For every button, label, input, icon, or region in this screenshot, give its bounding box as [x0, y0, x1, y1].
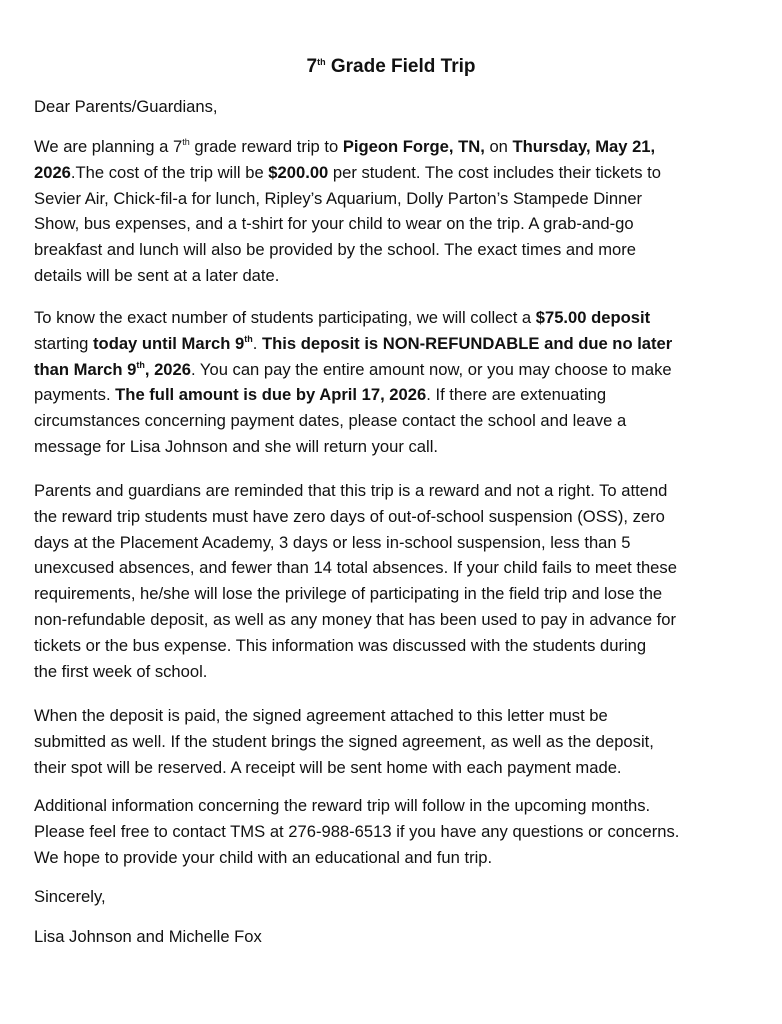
text-line: the first week of school.	[34, 661, 208, 681]
signature: Lisa Johnson and Michelle Fox	[34, 927, 262, 946]
text-line: their spot will be reserved. A receipt will be sent home with each payment made.	[34, 757, 622, 777]
page-title: 7th Grade Field Trip	[306, 56, 476, 77]
paragraph-agreement	[34, 703, 756, 780]
text-line: requirements, he/she will lose the privilege of participating in the field trip and lose the	[34, 584, 663, 604]
salutation: Dear Parents/Guardians,	[34, 97, 218, 116]
paragraph-eligibility	[34, 478, 756, 684]
text-line: Additional information concerning the reward trip will follow in the upcoming months.	[34, 796, 651, 815]
text-line: unexcused absences, and fewer than 14 total absences. If your child fails to meet these	[34, 558, 677, 578]
text-line: submitted as well. If the student brings the signed agreement, as well as the deposit,	[34, 731, 654, 751]
paragraph-trip-details: We are planning a 7th grade reward trip to Pigeon Forge, TN, on Thursday, May 21, 2026.The cost of the trip will be $200.00 per student. The cost includes their tickets to Sevier Air, Chick-fil-a for lunch, Ripley’s Aquarium, Dolly Parton’s Stampede Dinner Show, bus expenses, and a t-shirt for your child to wear on the trip. A grab-and-go breakfast and lunch will also be provided by the school. The exact times and more details will be sent at a later date.	[34, 137, 661, 285]
paragraph-deposit: To know the exact number of students participating, we will collect a $75.00 deposit starting today until March 9th. This deposit is NON-REFUNDABLE and due no later than March 9th, 2026. You can pay the entire amount now, or you may choose to make payments. The full amount is due by April 17, 2026. If there are extenuating circumstances concerning payment dates, please contact the school and leave a message for Lisa Johnson and she will return your call.	[34, 308, 673, 456]
text-line: the reward trip students must have zero days of out-of-school suspension (OSS), zero	[34, 506, 665, 526]
text-line: days at the Placement Academy, 3 days or less in-school suspension, less than 5	[34, 532, 631, 552]
text-line: We hope to provide your child with an educational and fun trip.	[34, 847, 493, 867]
paragraph-contact	[34, 793, 756, 870]
text-line: tickets or the bus expense. This information was discussed with the students during	[34, 635, 647, 655]
closing: Sincerely,	[34, 887, 106, 906]
text-line: Parents and guardians are reminded that this trip is a reward and not a right. To attend	[34, 481, 668, 500]
text-line: non-refundable deposit, as well as any money that has been used to pay in advance for	[34, 609, 677, 629]
text-line: When the deposit is paid, the signed agreement attached to this letter must be	[34, 706, 608, 725]
text-line: Please feel free to contact TMS at 276-988-6513 if you have any questions or concerns.	[34, 821, 680, 841]
